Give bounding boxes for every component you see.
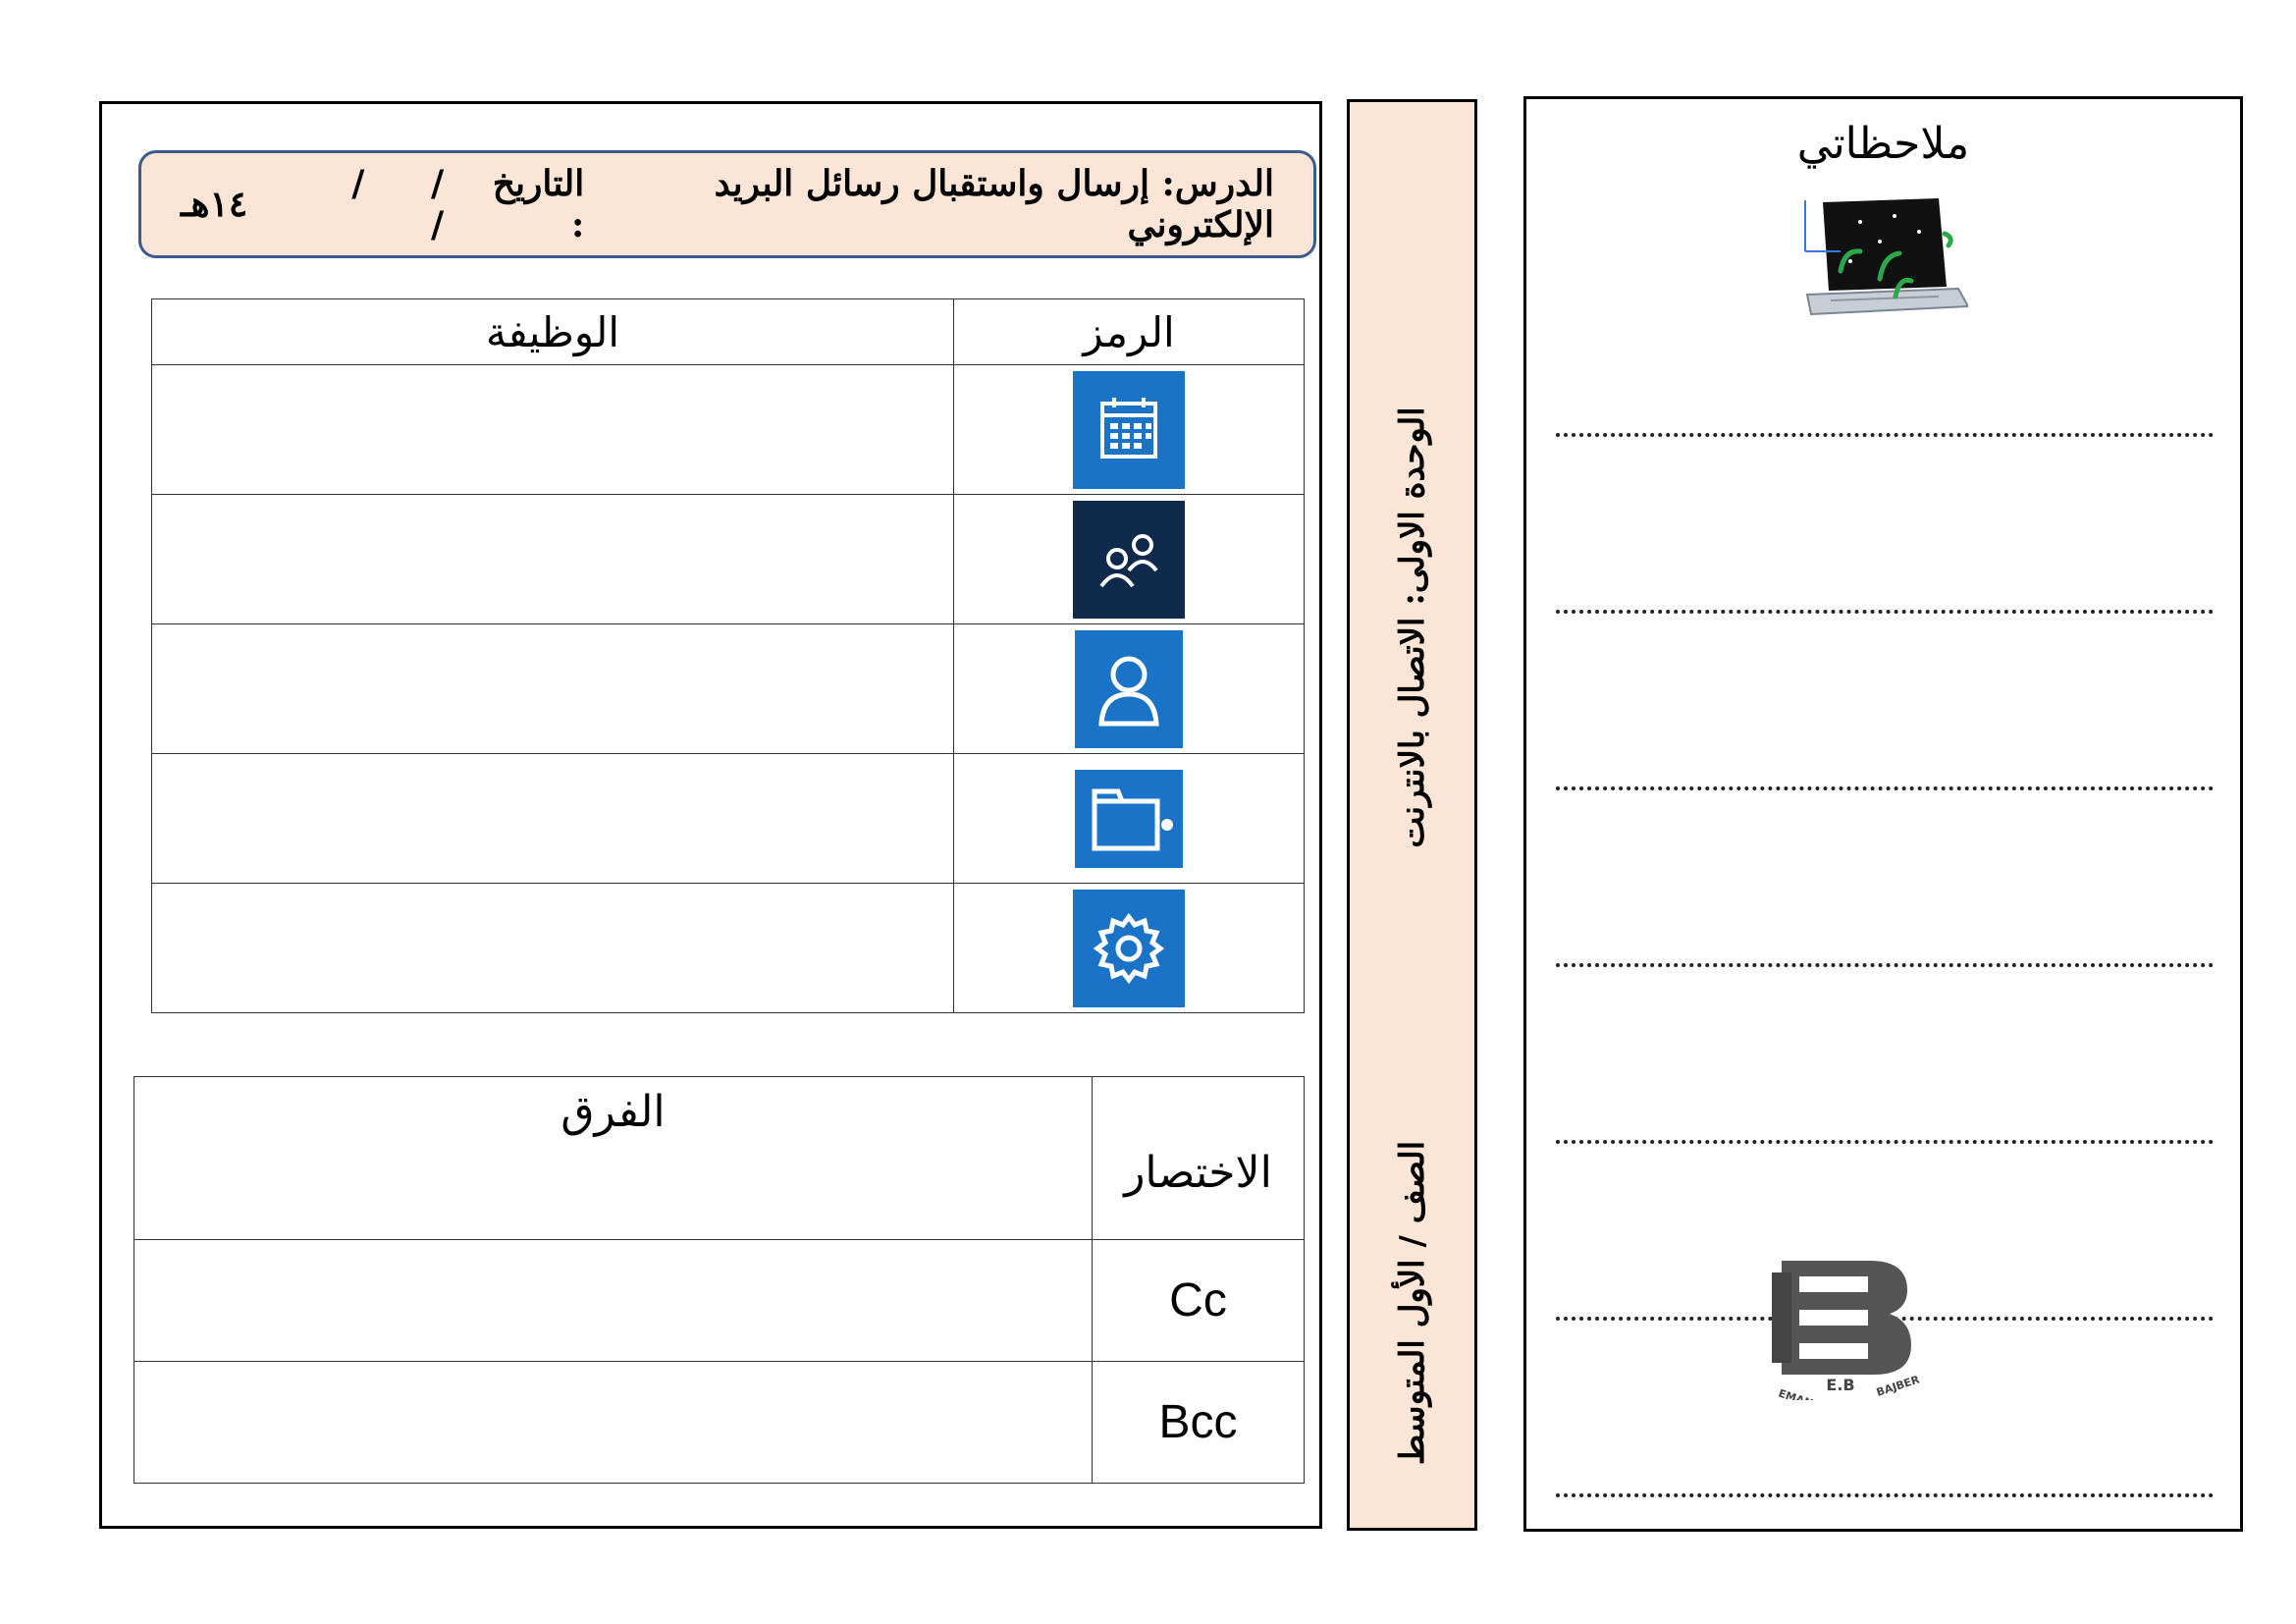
lesson-header xyxy=(138,150,1316,258)
unit-strip xyxy=(1347,99,1477,1531)
diff-table xyxy=(133,1076,1305,1484)
table-row xyxy=(152,624,1305,754)
diff-header-row xyxy=(134,1077,1305,1240)
person-icon xyxy=(1075,630,1183,748)
author-logo xyxy=(1742,1253,1939,1400)
calendar-icon xyxy=(1073,371,1185,489)
note-line[interactable] xyxy=(1556,1493,2214,1497)
symbols-header-row xyxy=(152,299,1305,365)
function-column-header: الوظيفة xyxy=(152,299,954,365)
symbol-cell xyxy=(954,884,1305,1013)
diff-cell[interactable] xyxy=(134,1362,1093,1484)
unit-label: الوحدة الاولى: الاتصال بالانترنت xyxy=(1392,406,1432,848)
note-line[interactable] xyxy=(1556,963,2214,967)
note-line[interactable] xyxy=(1556,1140,2214,1144)
table-row xyxy=(152,365,1305,495)
abbr-cell: Cc xyxy=(1093,1240,1305,1362)
date-label: التاريخ : xyxy=(492,163,585,245)
table-row xyxy=(152,754,1305,884)
svg-text:E.B: E.B xyxy=(1826,1376,1855,1394)
symbol-column-header: الرمز xyxy=(954,299,1305,365)
symbol-cell xyxy=(954,624,1305,754)
date-year: ١٤هـ xyxy=(181,184,248,225)
diff-column-header: الفرق xyxy=(134,1077,1093,1240)
note-line[interactable] xyxy=(1556,786,2214,790)
grade-label: الصف / الأول المتوسط xyxy=(1392,1140,1432,1466)
abbr-column-header: الاختصار xyxy=(1093,1077,1305,1240)
lesson-title: الدرس: إرسال واستقبال رسائل البريد الإلكتروني xyxy=(714,163,1274,245)
folder-icon xyxy=(1075,770,1183,868)
note-line[interactable] xyxy=(1556,433,2214,437)
abbr-cell: Bcc xyxy=(1093,1362,1305,1484)
people-icon xyxy=(1073,501,1185,619)
symbol-cell xyxy=(954,495,1305,624)
date-slashes: / / / xyxy=(351,163,445,245)
table-row xyxy=(152,495,1305,624)
notes-title: ملاحظاتي xyxy=(1796,120,1970,168)
function-cell[interactable] xyxy=(152,754,954,884)
gear-icon xyxy=(1073,890,1185,1007)
function-cell[interactable] xyxy=(152,365,954,495)
notes-panel xyxy=(1523,96,2243,1532)
function-cell[interactable] xyxy=(152,495,954,624)
svg-text:EMAN: EMAN xyxy=(1777,1386,1815,1400)
table-row xyxy=(152,884,1305,1013)
diff-cell[interactable] xyxy=(134,1240,1093,1362)
table-row xyxy=(134,1240,1305,1362)
function-cell[interactable] xyxy=(152,884,954,1013)
svg-text:BAJBER: BAJBER xyxy=(1874,1373,1922,1399)
table-row xyxy=(134,1362,1305,1484)
symbols-table xyxy=(151,298,1305,1013)
laptop-icon xyxy=(1801,192,1968,320)
symbol-cell xyxy=(954,365,1305,495)
note-line[interactable] xyxy=(1556,610,2214,614)
symbol-cell xyxy=(954,754,1305,884)
function-cell[interactable] xyxy=(152,624,954,754)
